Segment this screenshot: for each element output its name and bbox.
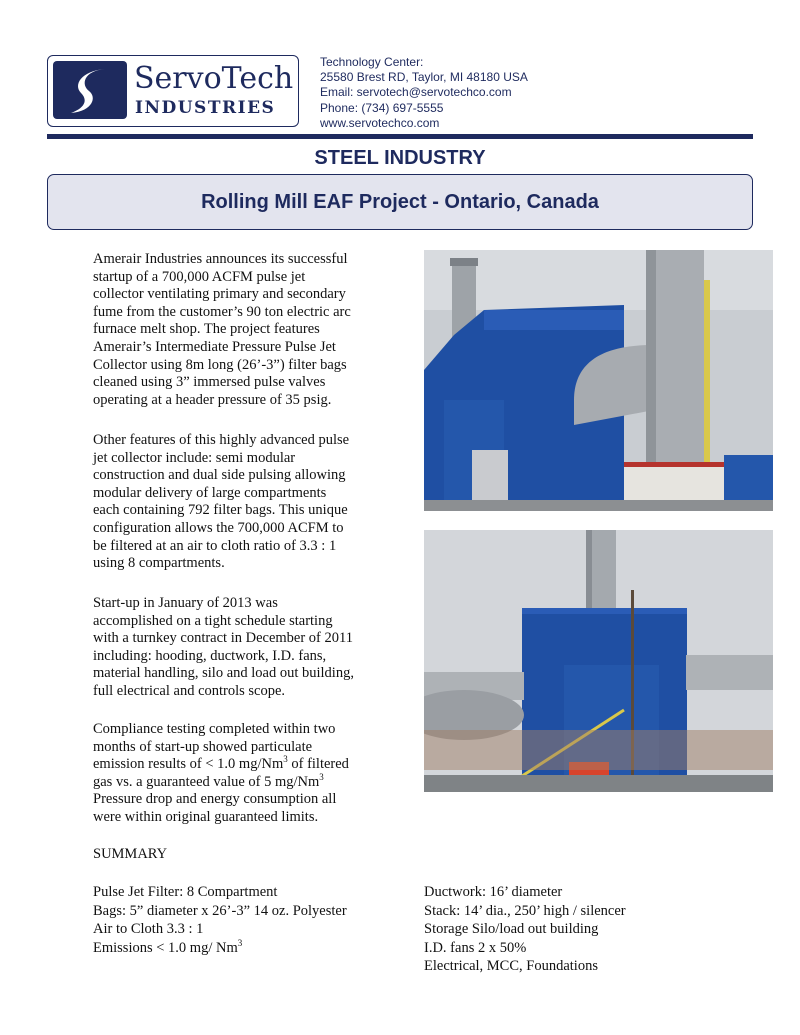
company-logo bbox=[47, 55, 299, 127]
summary-item: Pulse Jet Filter: 8 Compartment bbox=[93, 884, 278, 900]
logo-subtitle: INDUSTRIES bbox=[135, 98, 276, 118]
header-divider bbox=[47, 134, 753, 139]
project-title: Rolling Mill EAF Project - Ontario, Canada bbox=[201, 190, 599, 213]
photo-collector-stack bbox=[424, 530, 773, 792]
contact-address: 25580 Brest RD, Taylor, MI 48180 USA bbox=[320, 70, 528, 85]
contact-heading: Technology Center: bbox=[320, 55, 424, 69]
section-heading: STEEL INDUSTRY bbox=[314, 147, 486, 169]
summary-left-column bbox=[93, 883, 347, 957]
summary-item: Air to Cloth 3.3 : 1 bbox=[93, 921, 204, 937]
summary-heading: SUMMARY bbox=[93, 846, 168, 862]
summary-right-column bbox=[424, 883, 626, 976]
photo-collector-exterior bbox=[424, 250, 773, 511]
summary-item: Storage Silo/load out building bbox=[424, 921, 599, 937]
contact-phone: Phone: (734) 697-5555 bbox=[320, 100, 444, 115]
project-title-banner bbox=[47, 174, 753, 230]
paragraph-features: Other features of this highly advanced pulse jet collector include: semi modular construction and dual side pulsing allowing modular delivery of large compartments each containing 792 filter bags. This unique configuration allows the 700,000 ACFM to be filtered at an air to cloth ratio of 3.3 : 1 using 8 compartments. bbox=[93, 432, 350, 572]
summary-item: Emissions < 1.0 mg/ Nm$^3$ bbox=[93, 937, 243, 956]
paragraph-compliance: Compliance testing completed within two months of start-up showed particulate emission results of < 1.0 mg/Nm$^3$ of filtered gas vs. a guaranteed value of 5 mg/Nm$^3$ Pressure drop and energy consumption all were within original guaranteed limits. bbox=[93, 721, 349, 825]
paragraph-startup: Start-up in January of 2013 was accomplished on a tight schedule starting with a turnkey contract in December of 2011 including: hooding, ductwork, I.D. fans, material handling, silo and load out building, full electrical and controls scope. bbox=[93, 595, 354, 699]
logo-name: ServoTech bbox=[134, 61, 294, 96]
summary-item: Stack: 14’ dia., 250’ high / silencer bbox=[424, 902, 626, 919]
paragraph-intro: Amerair Industries announces its successful startup of a 700,000 ACFM pulse jet collector ventilating primary and secondary fume from the customer’s 90 ton electric arc furnace melt shop. The project features Amerair’s Intermediate Pressure Pulse Jet Collector using 8m long (26’-3”) filter bags cleaned using 3” immersed pulse valves operating at a header pressure of 35 psig. bbox=[93, 251, 351, 408]
summary-item: Ductwork: 16’ diameter bbox=[424, 884, 563, 900]
summary-item: I.D. fans 2 x 50% bbox=[424, 939, 527, 956]
logo-swoosh-icon bbox=[53, 61, 127, 119]
summary-item: Electrical, MCC, Foundations bbox=[424, 958, 598, 974]
contact-info bbox=[320, 55, 528, 131]
summary-item: Bags: 5” diameter x 26’-3” 14 oz. Polyester bbox=[93, 902, 347, 919]
contact-website[interactable]: www.servotechco.com bbox=[320, 115, 440, 130]
contact-email[interactable]: Email: servotech@servotechco.com bbox=[320, 85, 512, 100]
